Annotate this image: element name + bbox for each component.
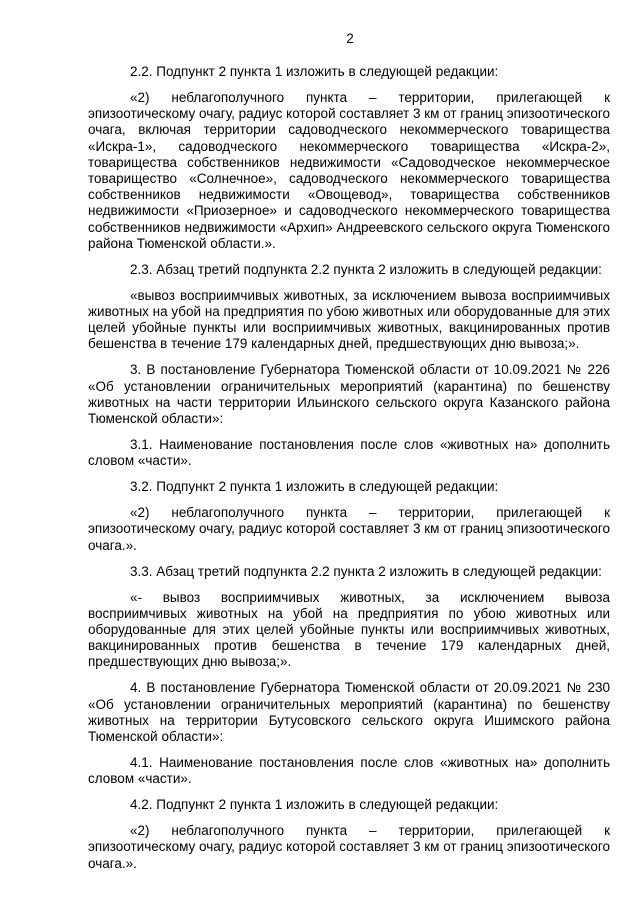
paragraph-3-2-text: «2) неблагополучного пункта – территории, прилегающей к эпизоотическому очагу, радиус которой составляет 3 км от границ эпизоотического очага.». (88, 505, 610, 553)
paragraph-3-2: 3.2. Подпункт 2 пункта 1 изложить в следующей редакции: (130, 479, 499, 495)
paragraph-2-2-text: «2) неблагополучного пункта – территории, прилегающей к эпизоотическому очагу, радиус которой составляет 3 км от границ эпизоотического очага, включая территории садоводческого некоммерческого товарищества «Искра-1», садоводческого некоммерческого товарищества «Искра-2», товарищества собственников недвижимости «Садоводческое некоммерческое товарищество «Солнечное», садоводческого некоммерческого товарищества собственников недвижимости «Овощевод», товарищества собственников недвижимости «Приозерное» и садоводческого некоммерческого товарищества собственников недвижимости «Архип» Андреевского сельского округа Тюменского района Тюменской области.». (88, 90, 610, 251)
paragraph-4-2-text: «2) неблагополучного пункта – территории, прилегающей к эпизоотическому очагу, радиус которой составляет 3 км от границ эпизоотического очага.». (88, 823, 610, 871)
document-body (88, 64, 610, 882)
paragraph-4-2: 4.2. Подпункт 2 пункта 1 изложить в следующей редакции: (130, 797, 499, 813)
paragraph-2-3-text: «вывоз восприимчивых животных, за исключением вывоза восприимчивых животных на убой на предприятия по убою животных или оборудованные для этих целей убойные пункты или восприимчивых животных, вакцинированных против бешенства в течение 179 календарных дней, предшествующих дню вывоза;». (88, 287, 610, 352)
paragraph-3: 3. В постановление Губернатора Тюменской области от 10.09.2021 № 226 «Об установлении ограничительных мероприятий (карантина) по бешенству животных на части территории Ильинского сельского округа Казанского района Тюменской области»: (88, 362, 610, 427)
paragraph-3-3: 3.3. Абзац третий подпункта 2.2 пункта 2 изложить в следующей редакции: (130, 563, 602, 579)
paragraph-2-3: 2.3. Абзац третий подпункта 2.2 пункта 2 изложить в следующей редакции: (130, 261, 602, 277)
paragraph-3-1: 3.1. Наименование постановления после слов «животных на» дополнить словом «части». (88, 437, 610, 469)
paragraph-4: 4. В постановление Губернатора Тюменской области от 20.09.2021 № 230 «Об установлении ограничительных мероприятий (карантина) по бешенству животных на территории Бутусовского сельского округа Ишимского района Тюменской области»: (88, 680, 610, 745)
page-number: 2 (346, 31, 354, 46)
paragraph-4-1: 4.1. Наименование постановления после слов «животных на» дополнить словом «части». (88, 755, 610, 787)
paragraph-2-2: 2.2. Подпункт 2 пункта 1 изложить в следующей редакции: (130, 64, 499, 79)
paragraph-3-3-text: «- вывоз восприимчивых животных, за исключением вывоза восприимчивых животных на убой на предприятия по убою животных или оборудованные для этих целей убойные пункты или восприимчивых животных, вакцинированных против бешенства в течение 179 календарных дней, предшествующих дню вывоза;». (88, 589, 610, 670)
